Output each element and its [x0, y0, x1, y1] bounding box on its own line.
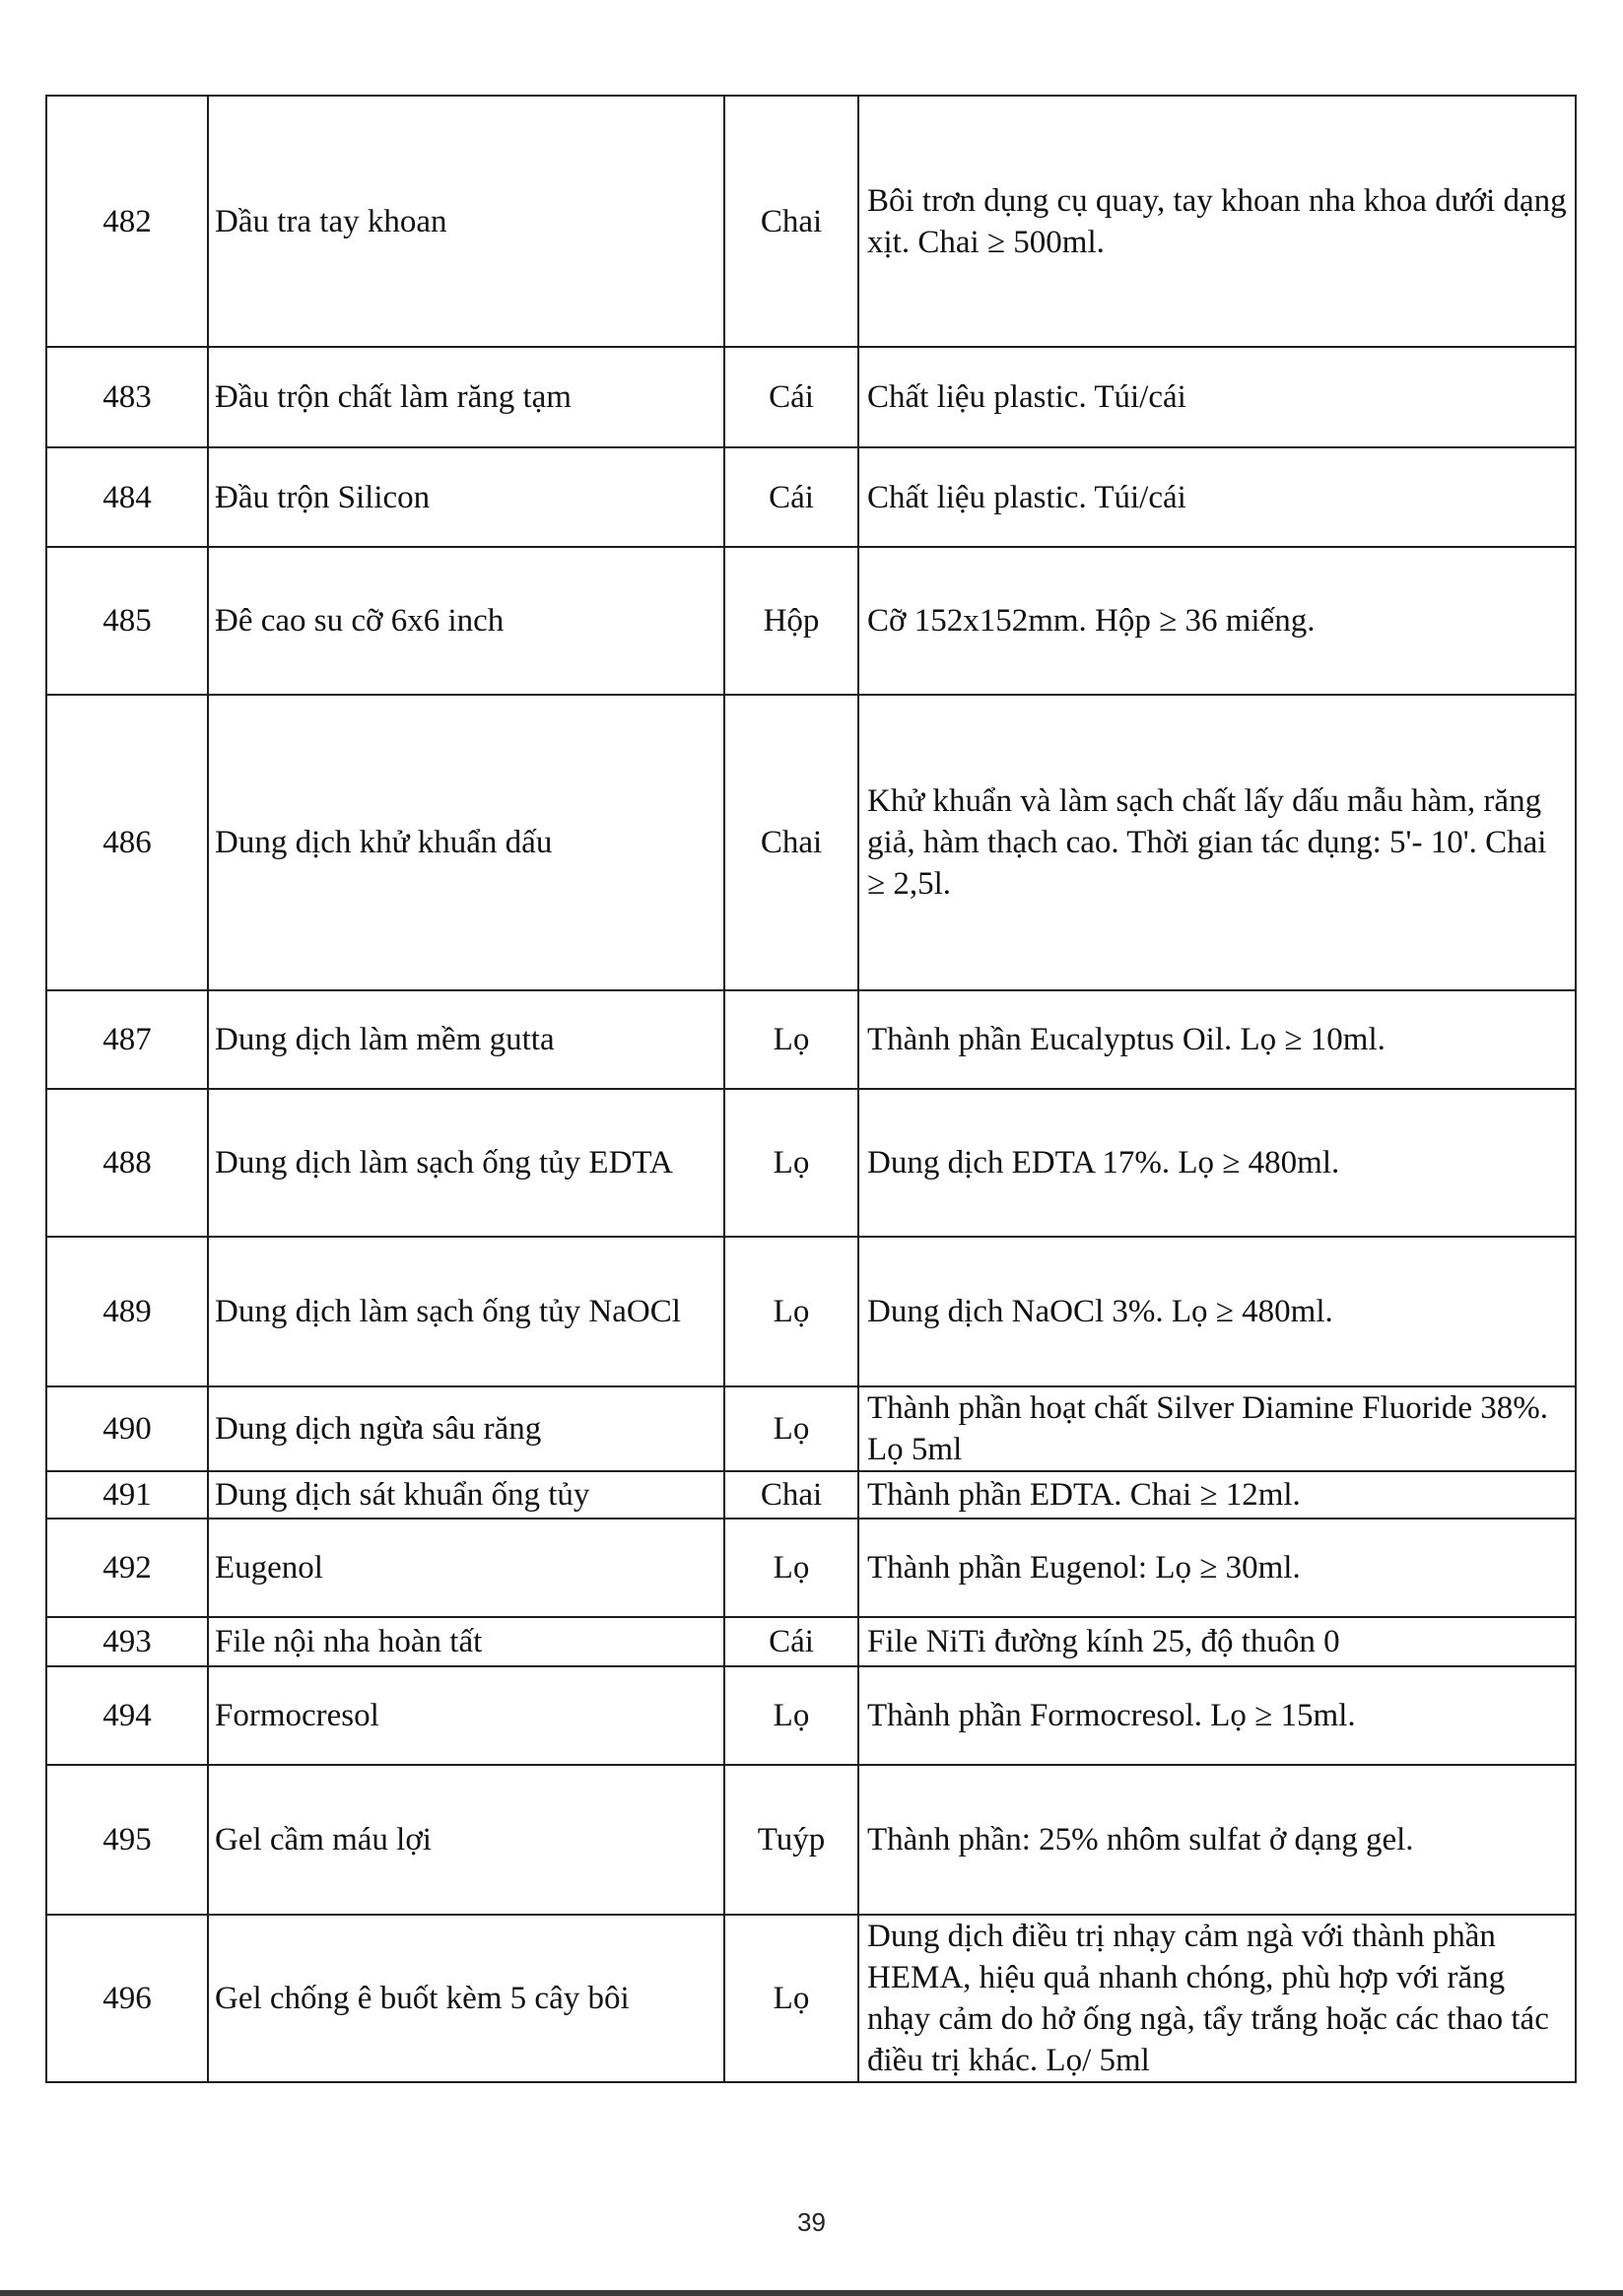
item-unit: Chai [724, 695, 858, 990]
item-name: Đê cao su cỡ 6x6 inch [208, 547, 724, 695]
row-number: 482 [46, 96, 208, 347]
item-name: Dung dịch sát khuẩn ống tủy [208, 1471, 724, 1519]
table-row [46, 1666, 1576, 1765]
item-description: Thành phần hoạt chất Silver Diamine Fluoride 38%. Lọ 5ml [858, 1386, 1576, 1471]
item-description: Thành phần Eugenol: Lọ ≥ 30ml. [858, 1519, 1576, 1617]
item-name: Gel chống ê buốt kèm 5 cây bôi [208, 1915, 724, 2082]
item-unit: Lọ [724, 1666, 858, 1765]
table-row [46, 1386, 1576, 1471]
item-unit: Cái [724, 447, 858, 547]
row-number: 483 [46, 347, 208, 447]
page-number: 39 [797, 2207, 826, 2237]
item-unit: Lọ [724, 1519, 858, 1617]
item-unit: Tuýp [724, 1765, 858, 1915]
row-number: 488 [46, 1089, 208, 1237]
supplies-table [45, 95, 1577, 2083]
scan-edge-shadow [0, 2290, 1623, 2296]
table-row [46, 447, 1576, 547]
item-unit: Lọ [724, 1237, 858, 1386]
item-unit: Lọ [724, 990, 858, 1089]
item-name: Dung dịch làm mềm gutta [208, 990, 724, 1089]
row-number: 492 [46, 1519, 208, 1617]
item-name: Dung dịch khử khuẩn dấu [208, 695, 724, 990]
table-row [46, 990, 1576, 1089]
item-name: File nội nha hoàn tất [208, 1617, 724, 1666]
item-description: Thành phần Formocresol. Lọ ≥ 15ml. [858, 1666, 1576, 1765]
row-number: 484 [46, 447, 208, 547]
row-number: 493 [46, 1617, 208, 1666]
item-name: Đầu trộn chất làm răng tạm [208, 347, 724, 447]
table-row [46, 1237, 1576, 1386]
table-row [46, 547, 1576, 695]
item-description: Chất liệu plastic. Túi/cái [858, 347, 1576, 447]
row-number: 496 [46, 1915, 208, 2082]
item-name: Dung dịch ngừa sâu răng [208, 1386, 724, 1471]
row-number: 495 [46, 1765, 208, 1915]
item-description: File NiTi đường kính 25, độ thuôn 0 [858, 1617, 1576, 1666]
item-unit: Cái [724, 1617, 858, 1666]
row-number: 489 [46, 1237, 208, 1386]
item-description: Dung dịch EDTA 17%. Lọ ≥ 480ml. [858, 1089, 1576, 1237]
item-description: Chất liệu plastic. Túi/cái [858, 447, 1576, 547]
row-number: 490 [46, 1386, 208, 1471]
row-number: 487 [46, 990, 208, 1089]
item-name: Dung dịch làm sạch ống tủy NaOCl [208, 1237, 724, 1386]
table-row [46, 695, 1576, 990]
table-row [46, 1471, 1576, 1519]
item-name: Dầu tra tay khoan [208, 96, 724, 347]
item-description: Khử khuẩn và làm sạch chất lấy dấu mẫu hàm, răng giả, hàm thạch cao. Thời gian tác dụng: 5'- 10'. Chai ≥ 2,5l. [858, 695, 1576, 990]
table-row [46, 1915, 1576, 2082]
table-row [46, 347, 1576, 447]
item-name: Formocresol [208, 1666, 724, 1765]
item-description: Cỡ 152x152mm. Hộp ≥ 36 miếng. [858, 547, 1576, 695]
item-name: Dung dịch làm sạch ống tủy EDTA [208, 1089, 724, 1237]
table-row [46, 96, 1576, 347]
row-number: 491 [46, 1471, 208, 1519]
table-row [46, 1519, 1576, 1617]
item-name: Gel cầm máu lợi [208, 1765, 724, 1915]
item-description: Bôi trơn dụng cụ quay, tay khoan nha khoa dưới dạng xịt. Chai ≥ 500ml. [858, 96, 1576, 347]
item-description: Dung dịch NaOCl 3%. Lọ ≥ 480ml. [858, 1237, 1576, 1386]
row-number: 485 [46, 547, 208, 695]
row-number: 486 [46, 695, 208, 990]
row-number: 494 [46, 1666, 208, 1765]
item-name: Đầu trộn Silicon [208, 447, 724, 547]
item-unit: Cái [724, 347, 858, 447]
item-description: Dung dịch điều trị nhạy cảm ngà với thành phần HEMA, hiệu quả nhanh chóng, phù hợp với răng nhạy cảm do hở ống ngà, tẩy trắng hoặc các thao tác điều trị khác. Lọ/ 5ml [858, 1915, 1576, 2082]
table-row [46, 1089, 1576, 1237]
item-unit: Chai [724, 1471, 858, 1519]
item-description: Thành phần: 25% nhôm sulfat ở dạng gel. [858, 1765, 1576, 1915]
item-unit: Chai [724, 96, 858, 347]
table-row [46, 1765, 1576, 1915]
item-description: Thành phần EDTA. Chai ≥ 12ml. [858, 1471, 1576, 1519]
item-unit: Lọ [724, 1915, 858, 2082]
item-unit: Hộp [724, 547, 858, 695]
item-description: Thành phần Eucalyptus Oil. Lọ ≥ 10ml. [858, 990, 1576, 1089]
item-unit: Lọ [724, 1089, 858, 1237]
item-unit: Lọ [724, 1386, 858, 1471]
item-name: Eugenol [208, 1519, 724, 1617]
table-row [46, 1617, 1576, 1666]
